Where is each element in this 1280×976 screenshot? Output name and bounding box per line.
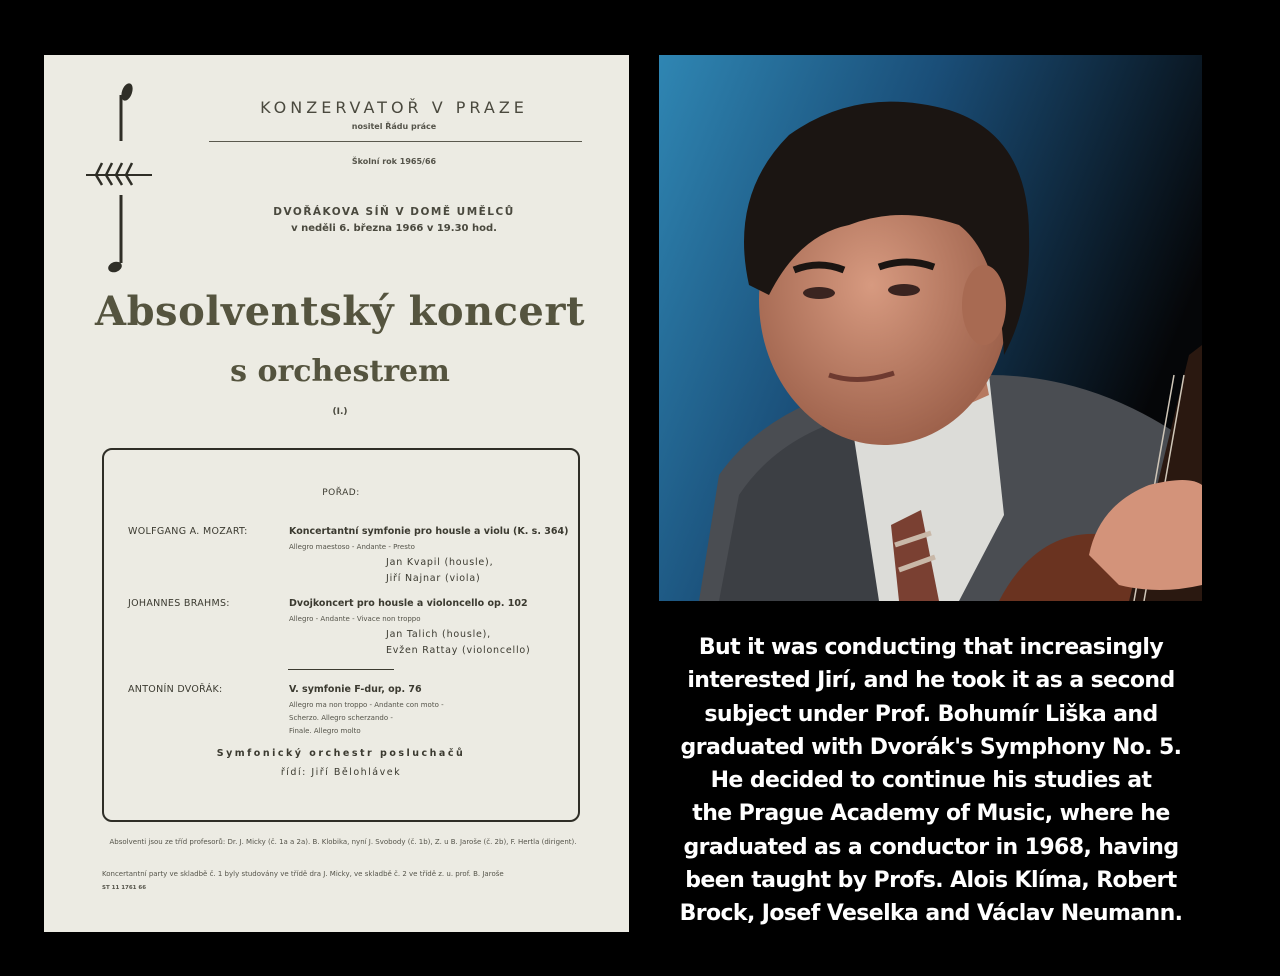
poster-subtitle: s orchestrem xyxy=(230,354,450,389)
concert-poster xyxy=(44,55,629,932)
movement-line: Allegro maestoso - Andante - Presto xyxy=(289,543,415,551)
caption-line: graduated as a conductor in 1968, having xyxy=(683,834,1179,860)
portrait-photo-icon xyxy=(659,55,1202,601)
conductor-name: řídí: Jiří Bělohlávek xyxy=(280,767,402,778)
concert-date: v neděli 6. března 1966 v 19.30 hod. xyxy=(291,223,497,234)
composer-dvorak: ANTONÍN DVOŘÁK: xyxy=(128,684,223,695)
movement-line: Allegro - Andante - Vivace non troppo xyxy=(289,615,421,623)
school-honour: nositel Řádu práce xyxy=(351,122,437,131)
caption-line: the Prague Academy of Music, where he xyxy=(692,801,1170,827)
program-box xyxy=(102,448,580,822)
movements-brahms xyxy=(289,613,421,626)
performer-line: Jan Kvapil (housle), xyxy=(386,557,494,568)
caption-line: graduated with Dvorák's Symphony No. 5. xyxy=(680,734,1182,760)
work-brahms: Dvojkoncert pro housle a violoncello op. 102 xyxy=(289,598,528,609)
work-dvorak: V. symfonie F-dur, op. 76 xyxy=(289,684,422,695)
program-heading: POŘAD: xyxy=(322,488,360,498)
work-mozart: Koncertantní symfonie pro housle a violu (K. s. 364) xyxy=(289,526,569,537)
performer-line: Evžen Rattay (violoncello) xyxy=(386,645,531,656)
movement-line: Allegro ma non troppo - Andante con moto - xyxy=(289,701,444,709)
caption-line: interested Jirí, and he took it as a second xyxy=(687,668,1175,694)
school-name: KONZERVATOŘ V PRAZE xyxy=(260,98,528,117)
concert-venue: DVOŘÁKOVA SÍŇ V DOMĚ UMĚLCŮ xyxy=(273,206,515,218)
caption-line: subject under Prof. Bohumír Liška and xyxy=(704,701,1158,727)
footnote-teachers: Absolventi jsou ze tříd profesorů: Dr. J. Micky (č. 1a a 2a). B. Klobika, nyní J. Svobody (č. 1b), Z. u B. Jaroše (č. 2b), F. Hertla (dirigent). xyxy=(109,838,577,846)
caption-line: Brock, Josef Veselka and Václav Neumann. xyxy=(679,901,1183,927)
poster-title: Absolventský koncert xyxy=(95,288,585,335)
performers-brahms xyxy=(386,627,531,659)
caption-line: He decided to continue his studies at xyxy=(710,768,1152,794)
orchestra-name: Symfonický orchestr posluchačů xyxy=(216,748,466,759)
footnote-parts: Koncertantní party ve skladbě č. 1 byly studovány ve třídě dra J. Micky, ve skladbě č. 2 ve třídě z. u. prof. B. Jaroše xyxy=(102,870,504,878)
movement-line: Scherzo. Allegro scherzando - xyxy=(289,714,393,722)
print-code: ST 11 1761 66 xyxy=(102,885,147,891)
movement-line: Finale. Allegro molto xyxy=(289,727,361,735)
school-year: Školní rok 1965/66 xyxy=(351,157,437,166)
movements-dvorak xyxy=(289,699,444,738)
performers-mozart xyxy=(386,555,493,587)
composer-brahms: JOHANNES BRAHMS: xyxy=(128,598,230,609)
caption-text xyxy=(660,631,1202,931)
caption-line: But it was conducting that increasingly xyxy=(698,635,1164,660)
header-divider xyxy=(209,141,582,142)
program-divider xyxy=(288,669,394,670)
movements-mozart xyxy=(289,541,415,554)
performer-line: Jan Talich (housle), xyxy=(386,629,491,640)
composer-mozart: WOLFGANG A. MOZART: xyxy=(128,526,248,537)
performer-line: Jiří Najnar (viola) xyxy=(386,573,481,584)
concert-part: (I.) xyxy=(332,407,348,417)
conservatory-logo-icon xyxy=(44,55,174,295)
caption-line: been taught by Profs. Alois Klíma, Robert xyxy=(685,868,1177,894)
